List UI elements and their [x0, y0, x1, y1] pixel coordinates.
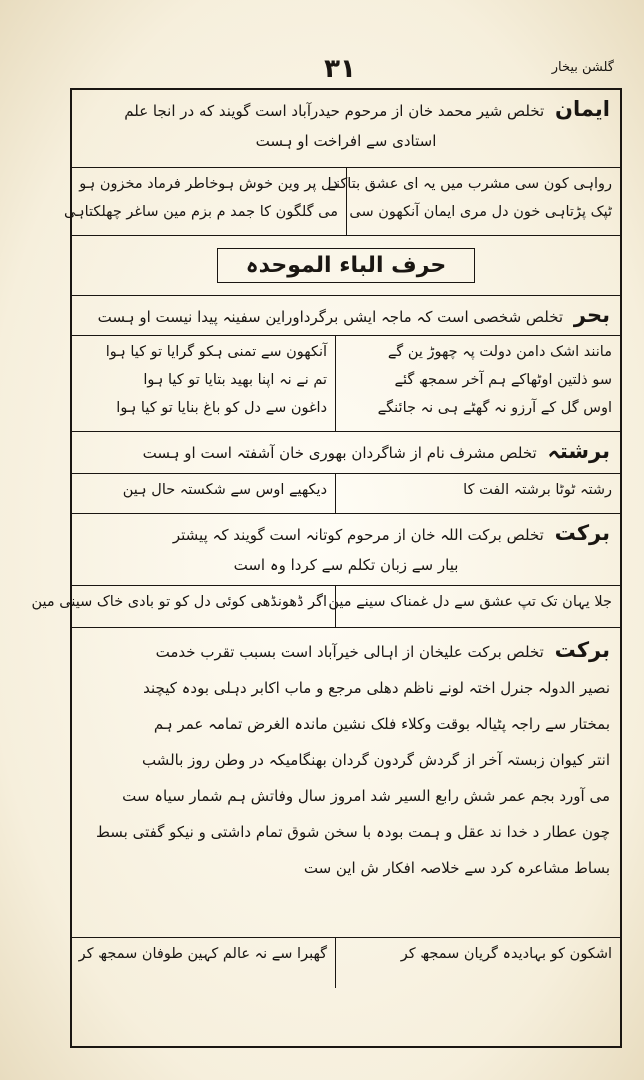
entry-barkat-2-line-2: نصیر الدولہ جنرل اختہ لونے ناظم دھلی مرجع و ماب اکابر دہلی بودہ کیچند	[143, 679, 610, 697]
entry-name-barishta: برشتہ	[547, 439, 610, 463]
page-number: ۳۱	[324, 54, 356, 84]
entry-iman-line-1: تخلص شیر محمد خان از مرحوم حیدرآباد است گویند که در انجا علم	[124, 102, 545, 120]
entry-iman-line-2: استادی سے افراخت او ہست	[255, 132, 437, 150]
verse-line: مانند اشک دامن دولت پہ چھوڑ ین گے	[387, 344, 612, 360]
entry-barkat-1-verses	[31, 586, 620, 628]
entry-name-barkat: برکت	[554, 638, 610, 662]
entry-barkat-1-line-2: بیار سے زبان تکلم سے کردا وہ است	[233, 556, 459, 574]
verse-column-left	[72, 474, 335, 513]
verse-line: تم نے نہ اپنا بھید بتایا تو کیا ہوا	[143, 372, 328, 388]
verse-column-right	[327, 168, 620, 235]
verse-line: سو ذلتین اوٹھاکے ہم آخر سمجھ گئے	[394, 372, 612, 388]
verse-column-left	[72, 938, 335, 988]
entry-iman-prose	[72, 90, 620, 168]
section-heading-row	[72, 236, 620, 296]
running-title: گلشن بیخار	[551, 60, 614, 75]
verse-line: گھبرا سے نہ عالم کہین طوفان سمجھ کر	[78, 946, 328, 962]
entry-barkat-2-line-5: می آورد بجم عمر شش رابع السیر شد امروز سال وفاتش ہم شمار سیاہ ست	[122, 787, 610, 805]
entry-name-iman: ایمان	[555, 97, 610, 121]
verse-line: رواہی کون سی مشرب میں یہ ای عشق بتاکنے	[327, 176, 612, 192]
verse-column-left	[31, 586, 335, 627]
verse-line: دل پر وین خوش ہوخاطر فرماد مخزون ہو	[79, 176, 338, 192]
entry-barkat-2-line-1: تخلص برکت علیخان از اہالی خیرآباد است بسبب تقرب خدمت	[155, 643, 544, 661]
entry-barkat-1-line-1: تخلص برکت اللہ خان از مرحوم کوتانہ است گویند کہ پیشتر	[172, 526, 544, 544]
entry-barishta-verses	[72, 474, 620, 514]
verse-column-left	[72, 336, 335, 431]
entry-bahr-verses	[72, 336, 620, 432]
verse-line: اوس گل کے آرزو نہ گھٹے ہی نہ جائنگے	[377, 400, 612, 416]
entry-barkat-2-line-7: بساط مشاعرہ کرد سے خلاصہ افکار ش این ست	[303, 859, 610, 877]
entry-barishta-prose	[72, 432, 620, 474]
verse-line: می گلگون کا جمد م بزم مین ساغر چھلکتاہی	[63, 204, 338, 220]
verse-column-right	[335, 474, 620, 513]
entry-barkat-2-prose	[72, 628, 620, 938]
entry-barkat-2-verses	[72, 938, 620, 988]
entry-barkat-2-line-4: انتر کیوان زبستہ آخر از گردش گردون گردان بھنگامیکہ در وطن روز بالشب	[141, 751, 610, 769]
entry-iman-verses	[63, 168, 620, 236]
verse-line: اگر ڈھونڈھی کوئی دل کو تو بادی خاک سینی مین	[31, 594, 328, 610]
entry-name-barkat: برکت	[554, 521, 610, 545]
entry-barkat-1-prose	[72, 514, 620, 586]
verse-line: اشکون کو بہادیدہ گریان سمجھ کر	[400, 946, 612, 962]
verse-column-right	[335, 336, 620, 431]
entry-name-bahr: بحر	[573, 303, 610, 327]
verse-line: دیکھیے اوس سے شکستہ حال ہین	[122, 482, 328, 498]
verse-line: داغون سے دل کو باغ بنایا تو کیا ہوا	[116, 400, 328, 416]
page-header	[60, 52, 620, 88]
entry-barkat-2-line-3: بمختار سے راجہ پٹیالہ بوقت وکلاء فلک نشین ماندہ الغرض تمامہ عمر ہم	[153, 715, 610, 733]
entry-barkat-2-line-6: چون عطار د خدا ند عقل و ہمت بودہ با سخن شوق تمام داشتی و نیکو گفتی بسط	[96, 823, 610, 841]
section-heading: حرف الباء الموحدہ	[217, 248, 476, 283]
entry-barishta-line-1: تخلص مشرف نام از شاگردان بھوری خان آشفتہ است او ہست	[142, 444, 537, 462]
verse-column-right	[335, 938, 620, 988]
verse-column-right	[328, 586, 620, 627]
verse-line: جلا یہان تک تپ عشق سے دل غمناک سینے مین	[328, 594, 612, 610]
verse-line: ٹپک پڑتاہی خون دل مری ایمان آنکھون سی	[349, 204, 612, 220]
text-frame	[31, 88, 622, 1048]
verse-line: رشتہ ٹوٹا برشتہ الفت کا	[463, 482, 612, 498]
entry-bahr-line-1: تخلص شخصی است کہ ماجہ ایشں برگرداوراین سفینہ پیدا نیست او ہست	[97, 308, 564, 326]
verse-column-left	[63, 168, 346, 235]
entry-bahr-prose	[72, 296, 620, 336]
verse-line: آنکھون سے تمنی ہکو گرایا تو کیا ہوا	[105, 344, 328, 360]
